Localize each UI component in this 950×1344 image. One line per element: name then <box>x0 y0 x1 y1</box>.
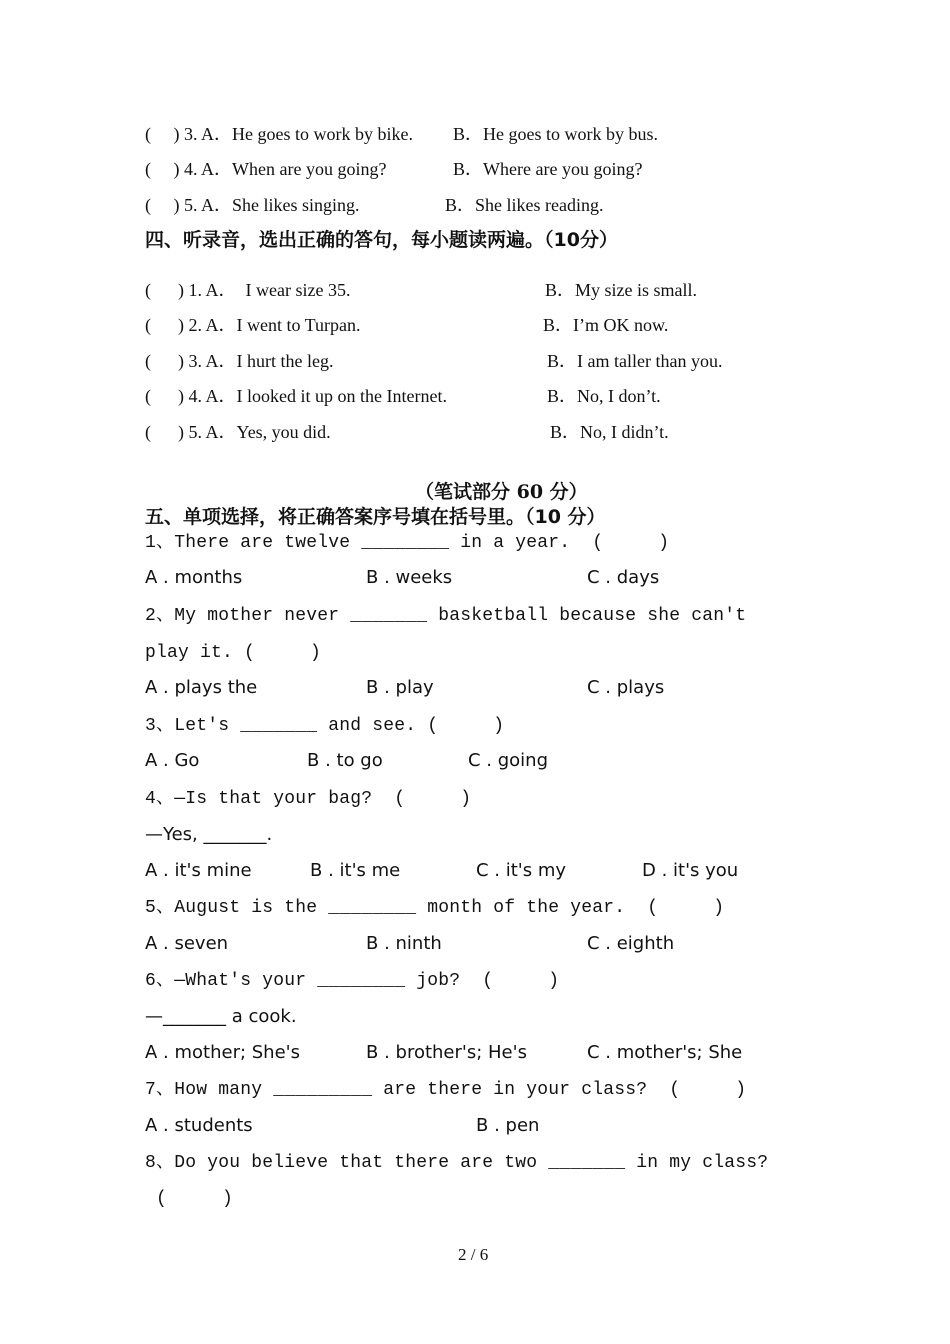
q4-option-d: D . it's you <box>642 860 739 881</box>
q5-stem: 5、August is the ________ month of the year. ( ) <box>145 898 725 918</box>
q2-option-b: B . play <box>366 677 434 698</box>
q2-option-c: C . plays <box>587 677 665 698</box>
s4-item-1-question: ( ) 1. A． I wear size 35. <box>145 280 351 300</box>
q6-stem: 6、—What's your ________ job? ( ) <box>145 971 560 991</box>
q6-option-a: A . mother; She's <box>145 1042 300 1063</box>
q1-option-c: C . days <box>587 567 660 588</box>
s4-item-5-option-b: B．No, I didn’t. <box>550 422 669 442</box>
q6-option-b: B . brother's; He's <box>366 1042 527 1063</box>
s3-item-5-question: ( ) 5. A．She likes singing. <box>145 195 360 215</box>
section4-heading: 四、听录音，选出正确的答句，每小题读两遍。（10分） <box>145 229 618 251</box>
s4-item-3-question: ( ) 3. A．I hurt the leg. <box>145 351 334 371</box>
q3-option-a: A . Go <box>145 750 200 771</box>
s3-item-3-option-b: B．He goes to work by bus. <box>453 124 658 144</box>
written-part-title: （笔试部分 60 分） <box>415 481 588 503</box>
q7-option-b: B . pen <box>476 1115 540 1136</box>
q8-answer-paren: ( ) <box>145 1189 234 1209</box>
q1-option-a: A . months <box>145 567 243 588</box>
s3-item-4-option-b: B．Where are you going? <box>453 159 643 179</box>
q4-stem: 4、—Is that your bag? ( ) <box>145 789 472 809</box>
s4-item-2-question: ( ) 2. A．I went to Turpan. <box>145 315 361 335</box>
s4-item-4-question: ( ) 4. A．I looked it up on the Internet. <box>145 386 447 406</box>
q4-reply: —Yes, _______. <box>145 824 273 845</box>
s4-item-3-option-b: B．I am taller than you. <box>547 351 723 371</box>
q1-option-b: B . weeks <box>366 567 453 588</box>
q2-stem-line2: play it. ( ) <box>145 643 322 663</box>
page-number: 2 / 6 <box>458 1245 489 1264</box>
section5-heading: 五、单项选择，将正确答案序号填在括号里。（10 分） <box>145 506 606 528</box>
q1-stem: 1、There are twelve ________ in a year. ( ) <box>145 533 670 553</box>
q3-option-c: C . going <box>468 750 549 771</box>
s3-item-3-question: ( ) 3. A．He goes to work by bike. <box>145 124 413 144</box>
q5-option-a: A . seven <box>145 933 229 954</box>
q6-reply: —_______ a cook. <box>145 1006 297 1027</box>
q3-option-b: B . to go <box>307 750 383 771</box>
q4-option-c: C . it's my <box>476 860 567 881</box>
q2-stem-line1: 2、My mother never _______ basketball because she can't <box>145 606 747 626</box>
s4-item-2-option-b: B．I’m OK now. <box>543 315 669 335</box>
q4-option-a: A . it's mine <box>145 860 252 881</box>
s3-item-5-option-b: B．She likes reading. <box>445 195 604 215</box>
q4-option-b: B . it's me <box>310 860 401 881</box>
q8-stem: 8、Do you believe that there are two _______ in my class? <box>145 1153 769 1173</box>
q2-option-a: A . plays the <box>145 677 258 698</box>
q3-stem: 3、Let's _______ and see. ( ) <box>145 716 505 736</box>
q5-option-c: C . eighth <box>587 933 675 954</box>
s4-item-5-question: ( ) 5. A．Yes, you did. <box>145 422 331 442</box>
q6-option-c: C . mother's; She <box>587 1042 743 1063</box>
q5-option-b: B . ninth <box>366 933 442 954</box>
s4-item-1-option-b: B．My size is small. <box>545 280 697 300</box>
s4-item-4-option-b: B．No, I don’t. <box>547 386 661 406</box>
s3-item-4-question: ( ) 4. A．When are you going? <box>145 159 387 179</box>
q7-stem: 7、How many _________ are there in your class? ( ) <box>145 1080 747 1100</box>
q7-option-a: A . students <box>145 1115 253 1136</box>
